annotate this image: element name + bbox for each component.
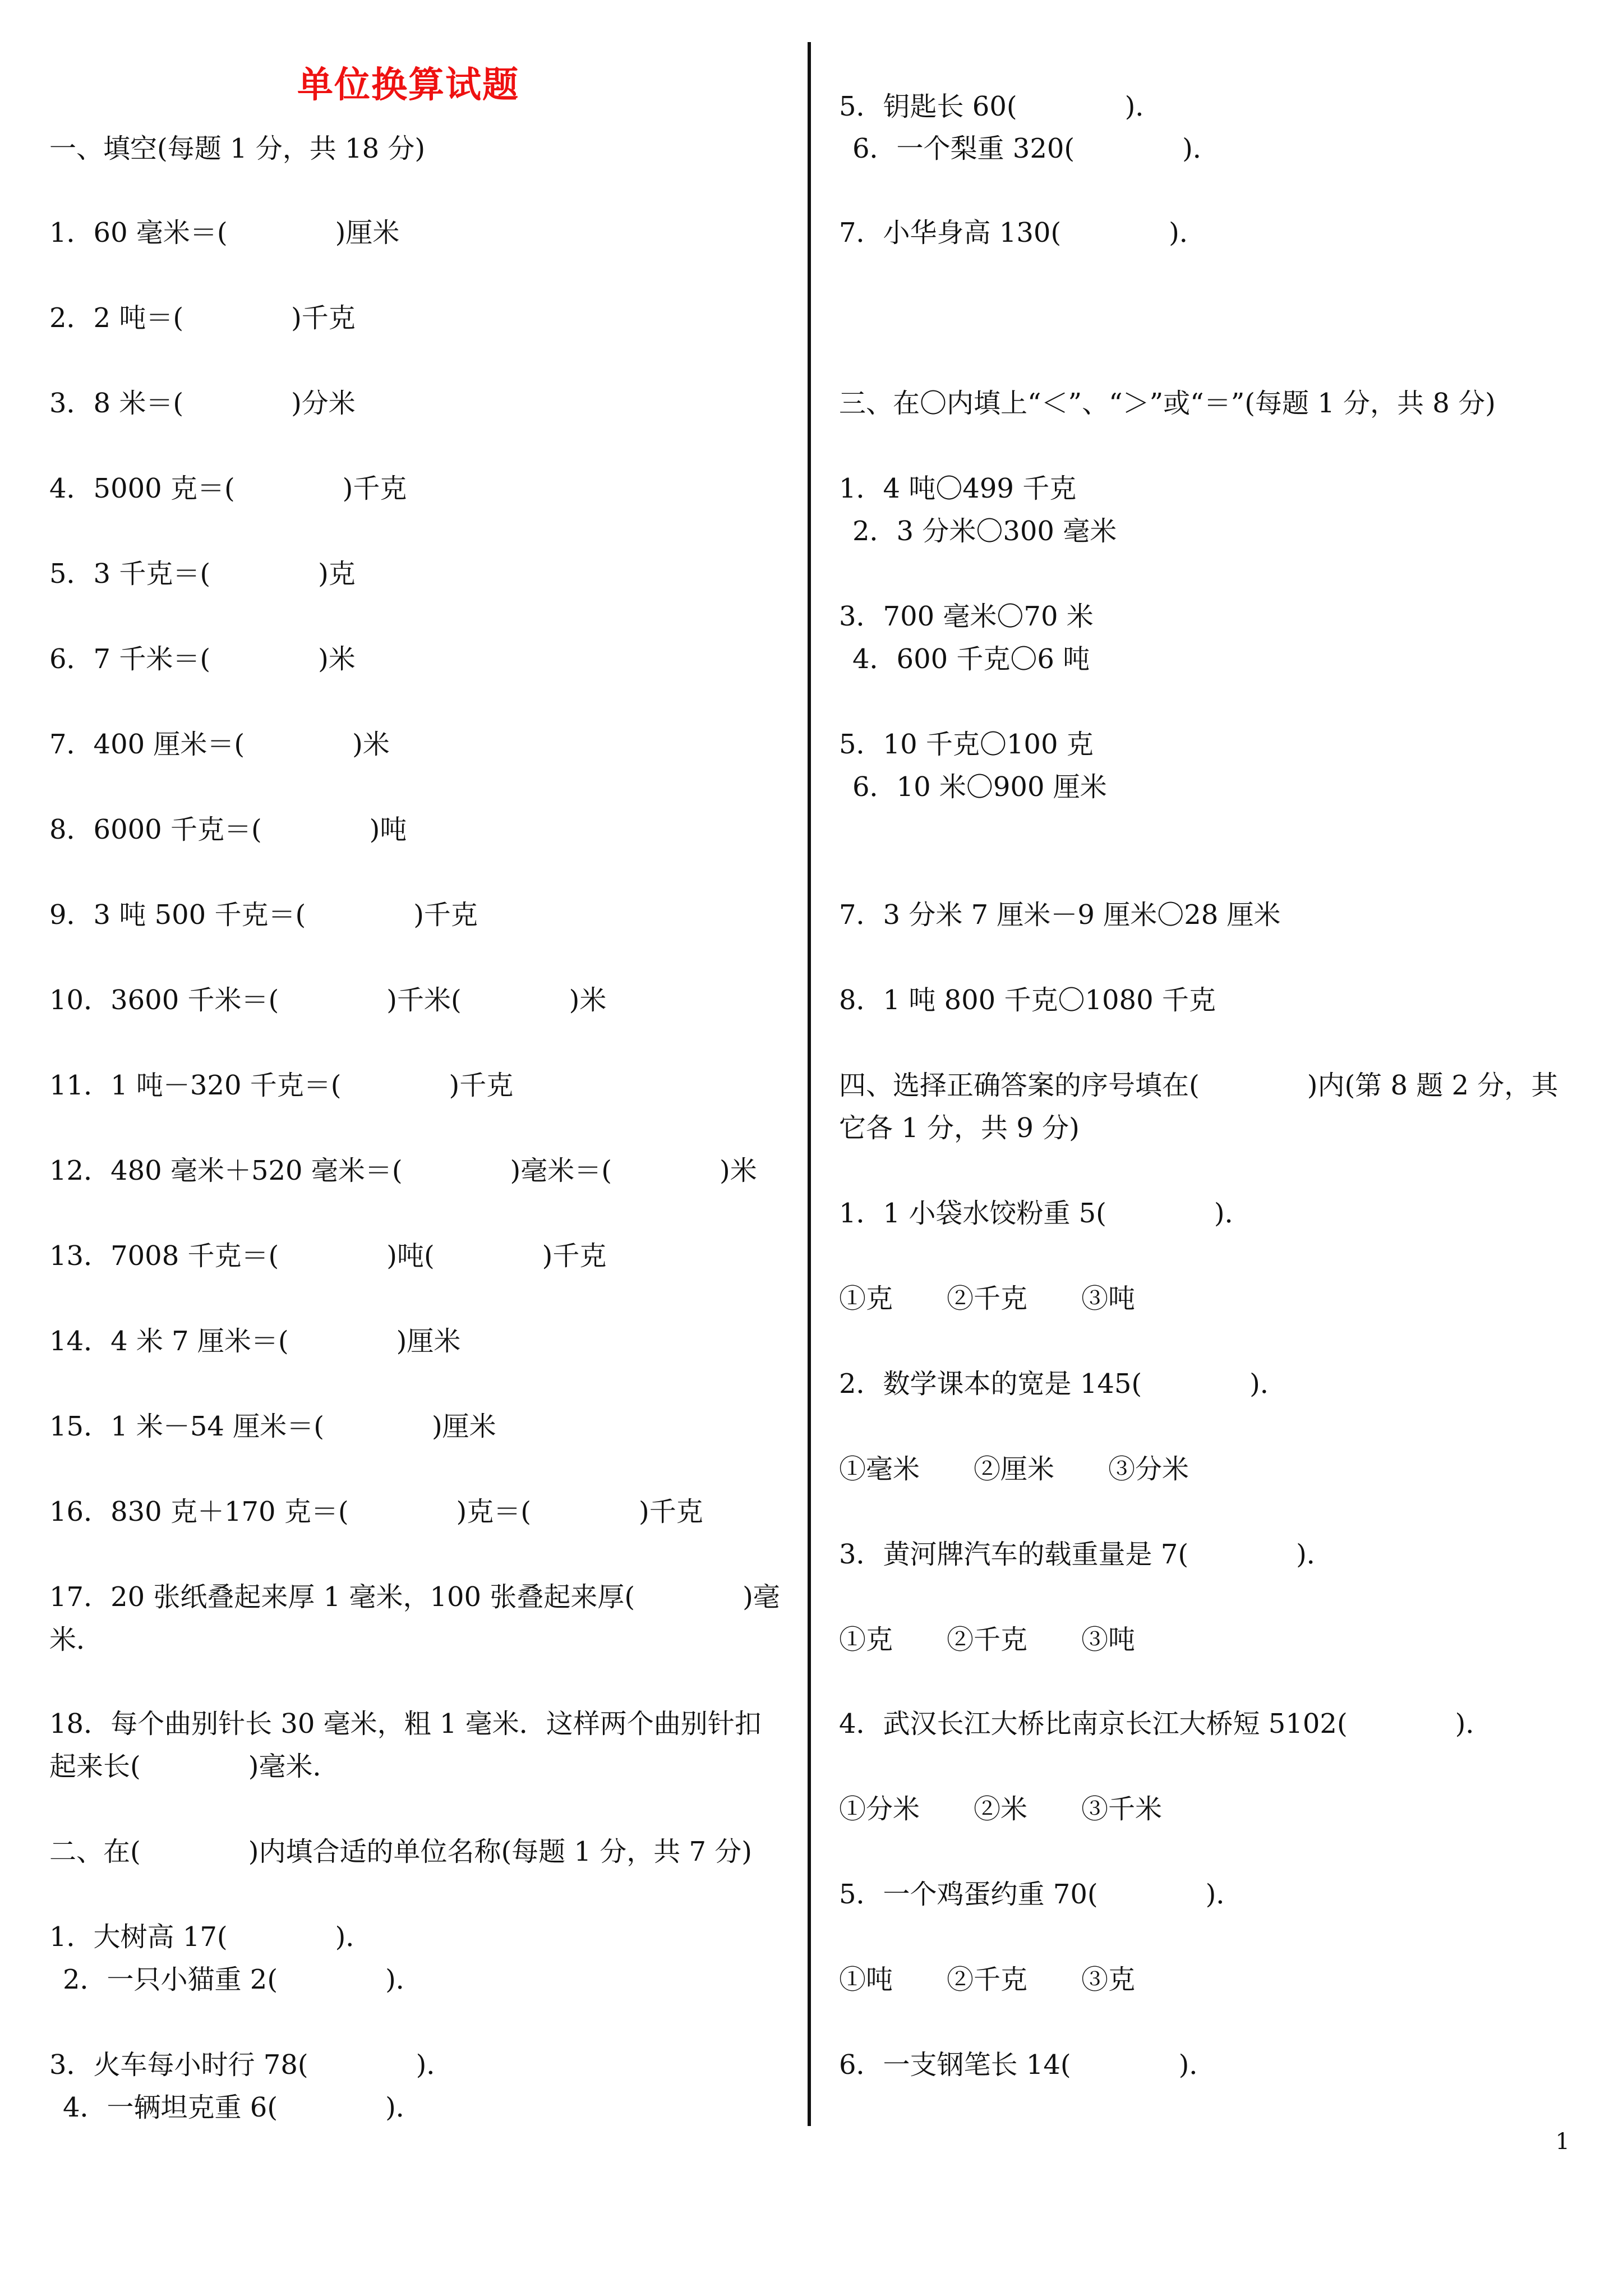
question-15: 15．1 米－54 厘米＝( )厘米	[49, 1411, 496, 1442]
section2-question-2: 2．一只小猫重 2( )．	[63, 1964, 423, 1995]
section3-question-3: 3．700 毫米〇70 米	[839, 601, 1094, 632]
section4-heading-line1: 四、选择正确答案的序号填在( )内(第 8 题 2 分，其	[839, 1070, 1559, 1101]
section3-question-2: 2．3 分米〇300 毫米	[852, 516, 1117, 547]
page-number: 1	[1555, 2129, 1570, 2155]
question-17-line2: 米．	[49, 1624, 104, 1655]
question-2: 2．2 吨＝( )千克	[49, 302, 356, 334]
section3-heading: 三、在〇内填上“＜”、“＞”或“＝”(每题 1 分，共 8 分)	[839, 388, 1496, 419]
question-13: 13．7008 千克＝( )吨( )千克	[49, 1240, 607, 1272]
section4-question-1-options: ①克 ②千克 ③吨	[839, 1283, 1136, 1314]
question-16: 16．830 克＋170 克＝( )克＝( )千克	[49, 1496, 703, 1527]
section3-question-1: 1．4 吨〇499 千克	[839, 473, 1077, 504]
section4-question-4-options: ①分米 ②米 ③千米	[839, 1793, 1163, 1825]
section3-question-4: 4．600 千克〇6 吨	[852, 643, 1090, 675]
section2-question-5: 5．钥匙长 60( )．	[839, 91, 1163, 122]
question-7: 7．400 厘米＝( )米	[49, 729, 390, 760]
section4-question-6: 6．一支钢笔长 14( )．	[839, 2049, 1216, 2081]
section2-question-7: 7．小华身高 130( )．	[839, 217, 1206, 249]
question-11: 11．1 吨－320 千克＝( )千克	[49, 1070, 514, 1101]
section4-heading-line2: 它各 1 分，共 9 分)	[839, 1112, 1080, 1144]
section4-question-5-options: ①吨 ②千克 ③克	[839, 1964, 1136, 1995]
section4-question-3: 3．黄河牌汽车的载重量是 7( )．	[839, 1539, 1334, 1570]
question-8: 8．6000 千克＝( )吨	[49, 814, 407, 845]
section2-question-6: 6．一个梨重 320( )．	[852, 133, 1220, 164]
section4-question-3-options: ①克 ②千克 ③吨	[839, 1624, 1136, 1655]
question-5: 5．3 千克＝( )克	[49, 558, 356, 590]
section4-question-2-options: ①毫米 ②厘米 ③分米	[839, 1453, 1189, 1485]
column-divider	[808, 42, 811, 2126]
section4-question-5: 5．一个鸡蛋约重 70( )．	[839, 1879, 1243, 1910]
section1-heading: 一、填空(每题 1 分，共 18 分)	[49, 133, 426, 164]
question-6: 6．7 千米＝( )米	[49, 643, 356, 675]
question-12: 12．480 毫米＋520 毫米＝( )毫米＝( )米	[49, 1155, 757, 1186]
question-10: 10．3600 千米＝( )千米( )米	[49, 984, 607, 1016]
question-1: 1．60 毫米＝( )厘米	[49, 217, 400, 249]
section3-question-8: 8．1 吨 800 千克〇1080 千克	[839, 984, 1216, 1016]
section2-question-4: 4．一辆坦克重 6( )．	[63, 2092, 423, 2123]
section3-question-7: 7．3 分米 7 厘米－9 厘米〇28 厘米	[839, 899, 1281, 931]
section2-heading: 二、在( )内填合适的单位名称(每题 1 分，共 7 分)	[49, 1836, 753, 1867]
question-14: 14．4 米 7 厘米＝( )厘米	[49, 1326, 461, 1357]
section3-question-6: 6．10 米〇900 厘米	[852, 771, 1107, 803]
section2-question-3: 3．火车每小时行 78( )．	[49, 2049, 454, 2081]
page-title: 单位换算试题	[297, 64, 519, 106]
section2-question-1: 1．大树高 17( )．	[49, 1921, 373, 1953]
question-9: 9．3 吨 500 千克＝( )千克	[49, 899, 478, 931]
section4-question-4: 4．武汉长江大桥比南京长江大桥短 5102( )．	[839, 1708, 1493, 1740]
section4-question-2: 2．数学课本的宽是 145( )．	[839, 1368, 1287, 1400]
question-18-line1: 18．每个曲别针长 30 毫米，粗 1 毫米．这样两个曲别针扣	[49, 1708, 762, 1740]
section3-question-5: 5．10 千克〇100 克	[839, 729, 1094, 760]
question-4: 4．5000 克＝( )千克	[49, 473, 407, 504]
question-17-line1: 17．20 张纸叠起来厚 1 毫米，100 张叠起来厚( )毫	[49, 1581, 780, 1613]
section4-question-1: 1．1 小袋水饺粉重 5( )．	[839, 1198, 1252, 1229]
question-3: 3．8 米＝( )分米	[49, 388, 356, 419]
question-18-line2: 起来长( )毫米．	[49, 1751, 340, 1782]
